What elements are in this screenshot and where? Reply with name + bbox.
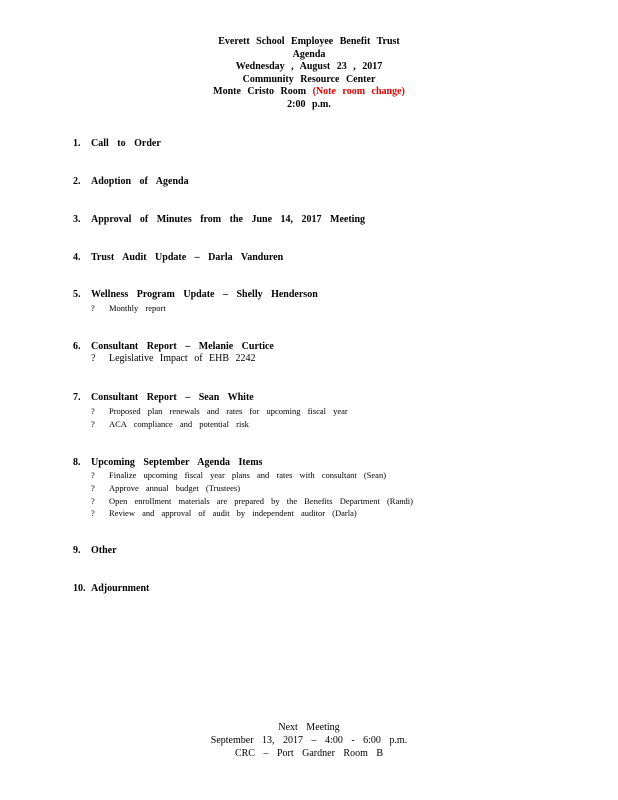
bullet-icon: ?: [91, 406, 95, 416]
bullet-icon: ?: [91, 482, 95, 493]
bullet-icon: ?: [91, 353, 96, 364]
document-title: Agenda: [292, 48, 326, 60]
bullet-icon: ?: [91, 495, 95, 506]
agenda-item-2: 2. Adoption of Agenda: [73, 176, 189, 187]
agenda-item-4: 4. Trust Audit Update – Darla Vanduren: [73, 252, 284, 263]
list-item: ? ACA compliance and potential risk: [91, 418, 249, 429]
agenda-item-8: 8. Upcoming September Agenda Items: [73, 457, 263, 468]
agenda-item-label: Adjournment: [91, 583, 150, 594]
agenda-item-label: Trust Audit Update – Darla Vanduren: [91, 252, 284, 263]
meeting-date: Wednesday , August 23 , 2017: [235, 61, 383, 73]
meeting-room: [0, 86, 618, 99]
bullet-icon: ?: [91, 470, 95, 480]
list-item: ? Legislative Impact of EHB 2242: [91, 353, 256, 364]
agenda-item-9: 9. Other: [73, 545, 117, 556]
list-item: ? Proposed plan renewals and rates for upcoming fiscal year: [91, 406, 348, 416]
agenda-item-10: 10. Adjournment: [73, 583, 150, 594]
bullet-icon: ?: [91, 418, 95, 429]
list-item: ? Open enrollment materials are prepared by the Benefits Department (Randi): [91, 495, 413, 506]
next-meeting-date: September 13, 2017 – 4:00 - 6:00 p.m.: [210, 735, 408, 746]
list-item: ? Approve annual budget (Trustees): [91, 482, 241, 493]
next-meeting-title: Next Meeting: [278, 722, 340, 733]
agenda-item-7: 7. Consultant Report – Sean White: [73, 392, 254, 403]
next-meeting-location: CRC – Port Gardner Room B: [234, 748, 384, 759]
list-item: ? Finalize upcoming fiscal year plans and rates with consultant (Sean): [91, 470, 387, 480]
agenda-item-label: Approval of Minutes from the June 14, 2017 Meeting: [91, 214, 366, 225]
next-meeting-footer: [0, 721, 618, 760]
bullet-icon: ?: [91, 508, 95, 519]
agenda-item-5: 5. Wellness Program Update – Shelly Henderson: [73, 289, 318, 300]
agenda-item-label: Other: [91, 545, 117, 556]
list-item: ? Monthly report: [91, 303, 166, 313]
room-change-note: (Note room change): [312, 86, 405, 98]
agenda-item-label: Call to Order: [91, 138, 161, 149]
agenda-item-label: Wellness Program Update – Shelly Henderson: [91, 289, 318, 300]
agenda-item-3: 3. Approval of Minutes from the June 14, 2017 Meeting: [73, 214, 366, 225]
item-8-subitems: [91, 469, 413, 520]
meeting-venue: Community Resource Center: [242, 73, 376, 85]
item-6-subitems: [91, 353, 256, 366]
meeting-time: 2:00 p.m.: [287, 98, 331, 110]
agenda-header: [0, 36, 618, 112]
list-item: ? Review and approval of audit by independent auditor (Darla): [91, 508, 357, 519]
agenda-item-label: Adoption of Agenda: [91, 176, 189, 187]
agenda-item-6: 6. Consultant Report – Melanie Curtice: [73, 341, 274, 352]
agenda-item-label: Consultant Report – Melanie Curtice: [91, 341, 274, 352]
agenda-item-1: 1. Call to Order: [73, 138, 161, 149]
agenda-item-label: Consultant Report – Sean White: [91, 392, 254, 403]
bullet-icon: ?: [91, 303, 95, 313]
agenda-item-label: Upcoming September Agenda Items: [91, 457, 263, 468]
room-name: Monte Cristo Room: [213, 86, 307, 98]
item-7-subitems: [91, 405, 348, 431]
item-5-subitems: [91, 302, 166, 315]
organization-title: Everett School Employee Benefit Trust: [218, 36, 400, 47]
